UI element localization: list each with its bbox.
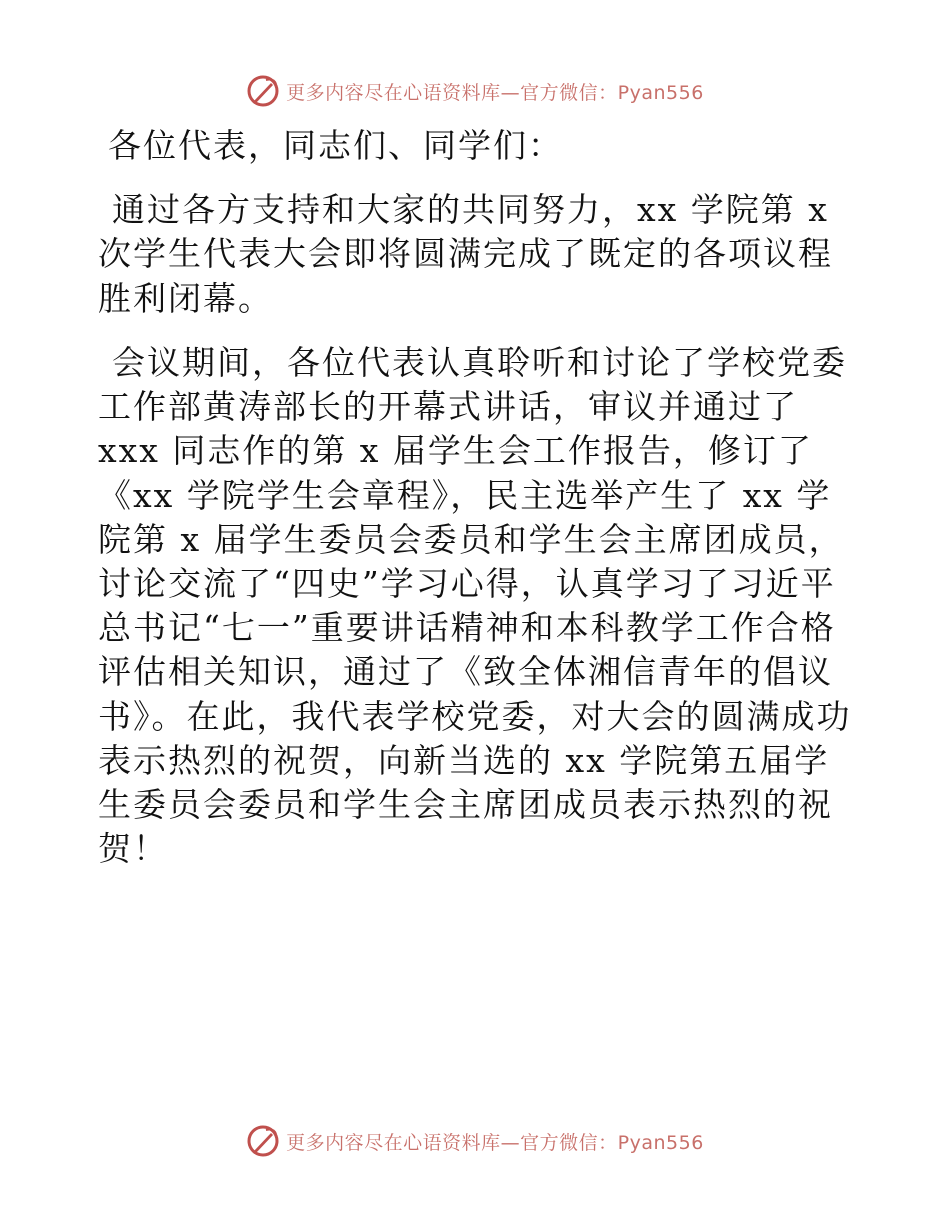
quill-logo-icon bbox=[246, 1124, 280, 1158]
watermark-text: 更多内容尽在心语资料库—官方微信：Pyan556 bbox=[286, 81, 704, 104]
watermark-text: 更多内容尽在心语资料库—官方微信：Pyan556 bbox=[286, 1131, 704, 1154]
paragraph: 会议期间，各位代表认真聆听和讨论了学校党委工作部黄涛部长的开幕式讲话，审议并通过了 xxx 同志作的第 x 届学生会工作报告，修订了《xx 学院学生会章程》，民主选举产生了 xx 学院第 x 届学生委员会委员和学生会主席团成员，讨论交流了“四史”学习心得，认真学习了习近平总书记“七一”重要讲话精神和本科教学工作合格评估相关知识，通过了《致全体湘信青年的倡议书》。在此，我代表学校党委，对大会的圆满成功表示热烈的祝贺，向新当选的 xx 学院第五届学生委员会委员和学生会主席团成员表示热烈的祝贺！ bbox=[98, 342, 852, 869]
salutation: 各位代表，同志们、同学们： bbox=[108, 126, 563, 165]
document-body bbox=[98, 124, 858, 872]
paragraph: 通过各方支持和大家的共同努力，xx 学院第 x 次学生代表大会即将圆满完成了既定的各项议程胜利闭幕。 bbox=[98, 190, 833, 318]
header-watermark bbox=[0, 74, 950, 108]
quill-logo-icon bbox=[246, 74, 280, 108]
footer-watermark bbox=[0, 1124, 950, 1158]
